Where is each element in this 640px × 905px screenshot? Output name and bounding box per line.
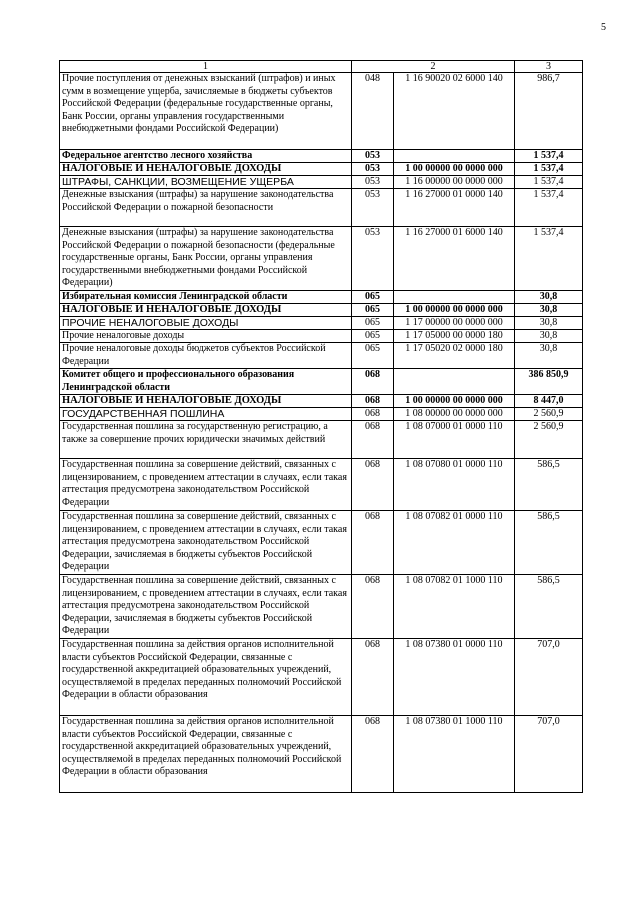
row-budget-code: 1 16 90020 02 6000 140: [394, 73, 515, 150]
row-admin-code: 065: [352, 304, 394, 317]
row-budget-code: 1 08 07080 01 0000 110: [394, 459, 515, 511]
row-budget-code: 1 00 00000 00 0000 000: [394, 163, 515, 176]
row-amount: 1 537,4: [515, 227, 583, 291]
row-admin-code: 068: [352, 511, 394, 575]
row-budget-code: 1 08 07380 01 1000 110: [394, 716, 515, 793]
table-row: [60, 291, 583, 304]
row-name: Федеральное агентство лесного хозяйства: [60, 150, 352, 163]
row-budget-code: 1 00 00000 00 0000 000: [394, 395, 515, 408]
row-name: Государственная пошлина за совершение действий, связанных с лицензированием, с проведением аттестации в случаях, если такая аттестация предусмотрена законодательством Российской Федерации, зачисляемая в бюджеты субъектов Российской Федерации: [60, 511, 352, 575]
row-name: ПРОЧИЕ НЕНАЛОГОВЫЕ ДОХОДЫ: [60, 317, 352, 330]
row-amount: 586,5: [515, 511, 583, 575]
row-amount: 30,8: [515, 330, 583, 343]
table-row: [60, 639, 583, 716]
row-amount: 1 537,4: [515, 176, 583, 189]
row-name: Избирательная комиссия Ленинградской области: [60, 291, 352, 304]
row-budget-code: 1 08 00000 00 0000 000: [394, 408, 515, 421]
row-name: Денежные взыскания (штрафы) за нарушение законодательства Российской Федерации о пожарной безопасности: [60, 189, 352, 227]
header-col-1: 1: [60, 61, 352, 73]
row-admin-code: 065: [352, 317, 394, 330]
table-row: [60, 163, 583, 176]
table-row: [60, 176, 583, 189]
row-admin-code: 068: [352, 408, 394, 421]
row-name: Денежные взыскания (штрафы) за нарушение законодательства Российской Федерации о пожарной безопасности (федеральные государственные органы, Банк России, органы управления государственными внебюджетными фондами Российской Федерации): [60, 227, 352, 291]
header-col-3: 3: [515, 61, 583, 73]
row-admin-code: 053: [352, 189, 394, 227]
row-admin-code: 065: [352, 330, 394, 343]
row-name: Прочие поступления от денежных взысканий (штрафов) и иных сумм в возмещение ущерба, зачисляемые в бюджеты субъектов Российской Федерации (федеральные государственные органы, Банк России, органы управления государственными внебюджетными фондами Российской Федерации): [60, 73, 352, 150]
row-admin-code: 068: [352, 395, 394, 408]
row-budget-code: [394, 291, 515, 304]
table-row: [60, 73, 583, 150]
row-name: НАЛОГОВЫЕ И НЕНАЛОГОВЫЕ ДОХОДЫ: [60, 304, 352, 317]
revenue-table: [59, 60, 583, 793]
row-name: Прочие неналоговые доходы бюджетов субъектов Российской Федерации: [60, 343, 352, 369]
row-name: ГОСУДАРСТВЕННАЯ ПОШЛИНА: [60, 408, 352, 421]
row-amount: 1 537,4: [515, 163, 583, 176]
row-admin-code: 068: [352, 459, 394, 511]
row-admin-code: 048: [352, 73, 394, 150]
row-budget-code: 1 16 27000 01 6000 140: [394, 227, 515, 291]
row-admin-code: 053: [352, 176, 394, 189]
row-amount: 30,8: [515, 304, 583, 317]
row-admin-code: 068: [352, 369, 394, 395]
table-row: [60, 369, 583, 395]
table-row: [60, 395, 583, 408]
row-admin-code: 053: [352, 227, 394, 291]
table-row: [60, 716, 583, 793]
row-admin-code: 068: [352, 575, 394, 639]
row-amount: 386 850,9: [515, 369, 583, 395]
row-admin-code: 068: [352, 639, 394, 716]
table-row: [60, 330, 583, 343]
row-name: Государственная пошлина за совершение действий, связанных с лицензированием, с проведением аттестации в случаях, если такая аттестация предусмотрена законодательством Российской Федерации, зачисляемая в бюджеты субъектов Российской Федерации: [60, 575, 352, 639]
row-amount: 30,8: [515, 343, 583, 369]
row-admin-code: 053: [352, 163, 394, 176]
row-budget-code: 1 16 00000 00 0000 000: [394, 176, 515, 189]
row-name: Государственная пошлина за государственную регистрацию, а также за совершение прочих юридически значимых действий: [60, 421, 352, 459]
table-row: [60, 421, 583, 459]
row-amount: 1 537,4: [515, 150, 583, 163]
row-budget-code: 1 00 00000 00 0000 000: [394, 304, 515, 317]
page-number: 5: [601, 22, 606, 33]
row-amount: 30,8: [515, 291, 583, 304]
row-budget-code: 1 08 07380 01 0000 110: [394, 639, 515, 716]
row-name: Государственная пошлина за действия органов исполнительной власти субъектов Российской Федерации, связанные с государственной аккредитацией образовательных учреждений, осуществляемой в пределах переданных полномочий Российской Федерации в области образования: [60, 716, 352, 793]
header-row: [60, 61, 583, 73]
table-row: [60, 317, 583, 330]
row-amount: 707,0: [515, 639, 583, 716]
row-admin-code: 065: [352, 343, 394, 369]
table-row: [60, 189, 583, 227]
row-amount: 586,5: [515, 459, 583, 511]
row-budget-code: 1 17 00000 00 0000 000: [394, 317, 515, 330]
row-budget-code: 1 08 07000 01 0000 110: [394, 421, 515, 459]
row-name: Комитет общего и профессионального образования Ленинградской области: [60, 369, 352, 395]
table-row: [60, 304, 583, 317]
row-name: НАЛОГОВЫЕ И НЕНАЛОГОВЫЕ ДОХОДЫ: [60, 395, 352, 408]
table-row: [60, 511, 583, 575]
row-amount: 2 560,9: [515, 421, 583, 459]
row-admin-code: 068: [352, 421, 394, 459]
row-budget-code: 1 08 07082 01 0000 110: [394, 511, 515, 575]
table-row: [60, 575, 583, 639]
row-budget-code: [394, 369, 515, 395]
table-row: [60, 408, 583, 421]
row-amount: 8 447,0: [515, 395, 583, 408]
row-amount: 30,8: [515, 317, 583, 330]
row-amount: 986,7: [515, 73, 583, 150]
table-row: [60, 459, 583, 511]
row-name: Государственная пошлина за совершение действий, связанных с лицензированием, с проведением аттестации в случаях, если такая аттестация предусмотрена законодательством Российской Федерации: [60, 459, 352, 511]
table-row: [60, 150, 583, 163]
row-budget-code: 1 08 07082 01 1000 110: [394, 575, 515, 639]
row-amount: 1 537,4: [515, 189, 583, 227]
row-amount: 586,5: [515, 575, 583, 639]
row-budget-code: 1 17 05000 00 0000 180: [394, 330, 515, 343]
row-amount: 2 560,9: [515, 408, 583, 421]
row-name: Государственная пошлина за действия органов исполнительной власти субъектов Российской Федерации, связанные с государственной аккредитацией образовательных учреждений, осуществляемой в пределах переданных полномочий Российской Федерации в области образования: [60, 639, 352, 716]
table-row: [60, 343, 583, 369]
header-col-2: 2: [352, 61, 515, 73]
row-budget-code: [394, 150, 515, 163]
row-amount: 707,0: [515, 716, 583, 793]
row-admin-code: 065: [352, 291, 394, 304]
row-admin-code: 053: [352, 150, 394, 163]
row-name: Прочие неналоговые доходы: [60, 330, 352, 343]
table-row: [60, 227, 583, 291]
row-name: НАЛОГОВЫЕ И НЕНАЛОГОВЫЕ ДОХОДЫ: [60, 163, 352, 176]
row-admin-code: 068: [352, 716, 394, 793]
row-budget-code: 1 17 05020 02 0000 180: [394, 343, 515, 369]
row-budget-code: 1 16 27000 01 0000 140: [394, 189, 515, 227]
row-name: ШТРАФЫ, САНКЦИИ, ВОЗМЕЩЕНИЕ УЩЕРБА: [60, 176, 352, 189]
